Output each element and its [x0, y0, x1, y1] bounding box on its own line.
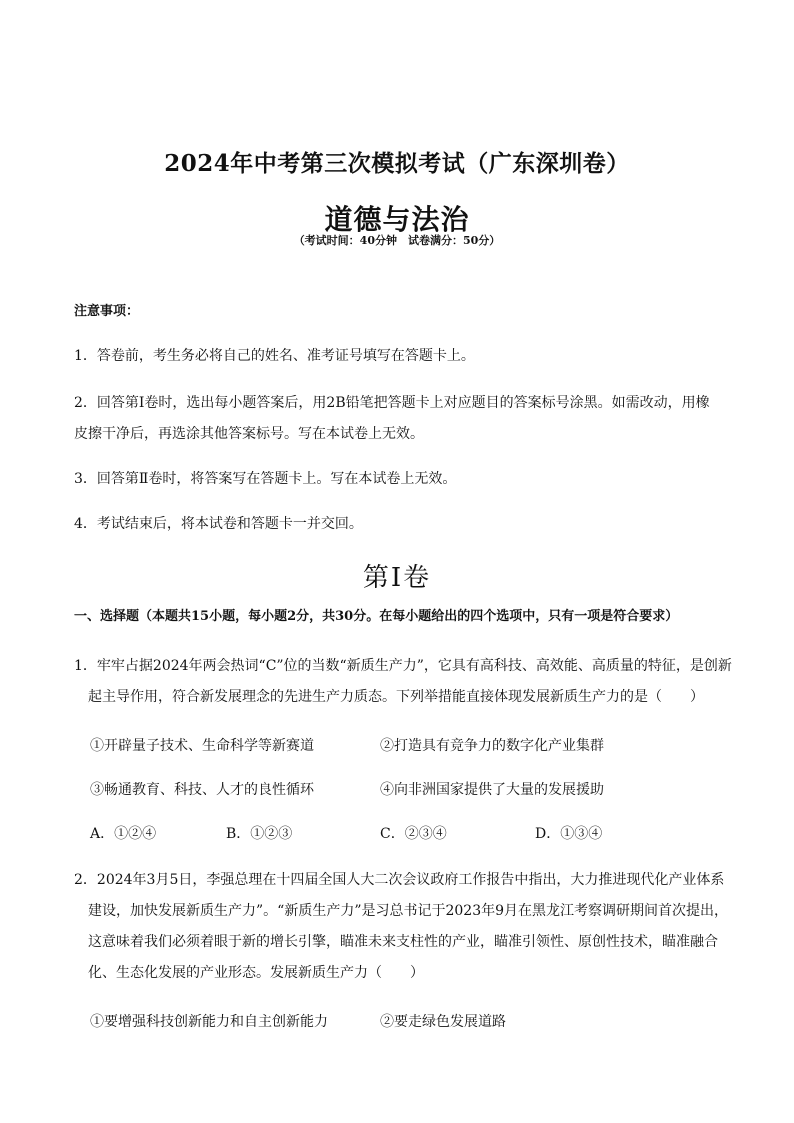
q1-statement-1: ①开辟量子技术、生命科学等新赛道 — [90, 738, 314, 754]
q1-line-1: 1．牢牢占据2024年两会热词“C”位的当数“新质生产力”，它具有高科技、高效能、高质量的特征，是创新 — [74, 658, 732, 674]
note-item-1: 1．答卷前，考生务必将自己的姓名、准考证号填写在答题卡上。 — [74, 348, 475, 364]
notes-heading: 注意事项： — [74, 304, 140, 319]
q1-statement-4: ④向非洲国家提供了大量的发展援助 — [380, 782, 604, 798]
note-item-2-cont: 皮擦干净后，再选涂其他答案标号。写在本试卷上无效。 — [74, 426, 424, 442]
q1-choice-b: B．①②③ — [226, 826, 293, 842]
q2-line-2: 建设，加快发展新质生产力”。“新质生产力”是习总书记于2023年9月在黑龙江考察调研期间首次提出， — [88, 903, 729, 919]
q2-line-1: 2．2024年3月5日，李强总理在十四届全国人大二次会议政府工作报告中指出，大力推进现代化产业体系 — [74, 872, 725, 888]
q1-statement-3: ③畅通教育、科技、人才的良性循环 — [90, 782, 314, 798]
q1-choice-c: C．②③④ — [380, 826, 447, 842]
note-item-2: 2．回答第Ⅰ卷时，选出每小题答案后，用2B铅笔把答题卡上对应题目的答案标号涂黑。如需改动，用橡 — [74, 395, 710, 411]
q2-line-4: 化、生态化发展的产业形态。发展新质生产力（ ） — [88, 965, 424, 981]
q2-statement-2: ②要走绿色发展道路 — [380, 1014, 506, 1030]
note-item-4: 4．考试结束后，将本试卷和答题卡一并交回。 — [74, 516, 363, 532]
section-instruction: 一、选择题（本题共15小题，每小题2分，共30分。在每小题给出的四个选项中，只有一项是符合要求） — [74, 609, 679, 624]
q1-statement-2: ②打造具有竞争力的数字化产业集群 — [380, 738, 604, 754]
q1-line-2: 起主导作用，符合新发展理念的先进生产力质态。下列举措能直接体现发展新质生产力的是（ ） — [88, 689, 704, 705]
q2-line-3: 这意味着我们必须着眼于新的增长引擎，瞄准未来支柱性的产业，瞄准引领性、原创性技术，瞄准融合 — [88, 934, 718, 950]
exam-title: 2024年中考第三次模拟考试（广东深圳卷） — [164, 150, 630, 177]
q2-statement-1: ①要增强科技创新能力和自主创新能力 — [90, 1014, 328, 1030]
section-heading: 第Ⅰ卷 — [362, 563, 432, 593]
exam-info: （考试时间：40分钟 试卷满分：50分） — [293, 234, 501, 247]
note-item-3: 3．回答第Ⅱ卷时，将答案写在答题卡上。写在本试卷上无效。 — [74, 471, 457, 487]
q1-choice-d: D．①③④ — [535, 826, 603, 842]
subject-title: 道德与法治 — [324, 203, 470, 236]
q1-choice-a: A．①②④ — [90, 826, 157, 842]
